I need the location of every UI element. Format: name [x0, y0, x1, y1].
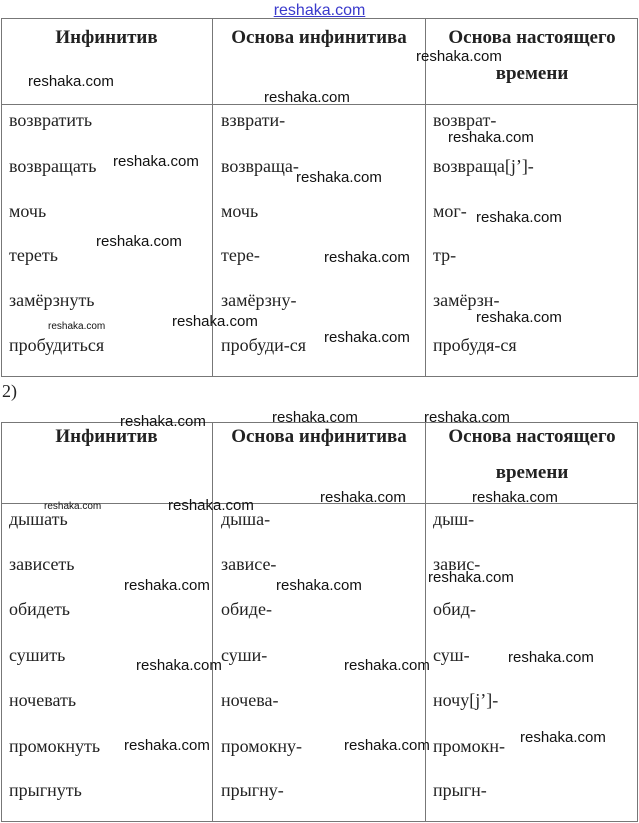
cell-infinitive-stem: суши- — [221, 645, 268, 665]
table-2 — [0, 422, 639, 822]
watermark: reshaka.com — [476, 309, 562, 326]
watermark: reshaka.com — [344, 737, 430, 754]
watermark: reshaka.com — [136, 657, 222, 674]
cell-infinitive: сушить — [9, 645, 66, 665]
cell-present-stem: возврат- — [433, 110, 497, 130]
watermark: reshaka.com — [448, 129, 534, 146]
cell-present-stem: промокн- — [433, 736, 506, 756]
watermark: reshaka.com — [520, 729, 606, 746]
cell-present-stem: тр- — [433, 245, 457, 265]
watermark: reshaka.com — [172, 313, 258, 330]
header-present-stem-line2: времени — [495, 63, 569, 84]
watermark: reshaka.com — [424, 409, 510, 426]
cell-infinitive: дышать — [9, 509, 68, 529]
section-2-label: 2) — [2, 381, 17, 401]
header-infinitive: Инфинитив — [55, 426, 158, 447]
cell-infinitive: возвратить — [9, 110, 93, 130]
cell-present-stem: замёрзн- — [433, 290, 500, 310]
cell-infinitive-stem: возвраща- — [221, 156, 299, 176]
cell-infinitive-stem: ночева- — [221, 690, 279, 710]
cell-infinitive-stem: пробуди-ся — [221, 335, 307, 355]
cell-infinitive: ночевать — [9, 690, 77, 710]
cell-infinitive: прыгнуть — [9, 780, 82, 800]
header-present-stem-line1: Основа настоящего — [448, 27, 616, 48]
header-present-stem-line2: времени — [495, 462, 569, 483]
watermark: reshaka.com — [264, 89, 350, 106]
cell-present-stem: ночу[j’]- — [433, 690, 499, 710]
watermark: reshaka.com — [344, 657, 430, 674]
cell-infinitive: пробудиться — [9, 335, 105, 355]
watermark: reshaka.com — [324, 249, 410, 266]
cell-infinitive: замёрзнуть — [9, 290, 95, 310]
watermark: reshaka.com — [508, 649, 594, 666]
cell-present-stem: пробудя-ся — [433, 335, 517, 355]
header-infinitive: Инфинитив — [55, 27, 158, 48]
watermark: reshaka.com — [472, 489, 558, 506]
cell-present-stem: дыш- — [433, 509, 475, 529]
cell-infinitive-stem: дыша- — [221, 509, 271, 529]
cell-present-stem: возвраща[j’]- — [433, 156, 534, 176]
watermark: reshaka.com — [124, 737, 210, 754]
header-present-stem-line1: Основа настоящего — [448, 426, 616, 447]
cell-infinitive: промокнуть — [9, 736, 101, 756]
watermark: reshaka.com — [44, 501, 102, 512]
watermark: reshaka.com — [120, 413, 206, 430]
watermark: reshaka.com — [324, 329, 410, 346]
header-infinitive-stem: Основа инфинитива — [231, 27, 407, 48]
cell-infinitive-stem: замёрзну- — [221, 290, 297, 310]
cell-infinitive-stem: тере- — [221, 245, 260, 265]
watermark: reshaka.com — [168, 497, 254, 514]
watermark: reshaka.com — [113, 153, 199, 170]
watermark: reshaka.com — [320, 489, 406, 506]
cell-infinitive: тереть — [9, 245, 58, 265]
watermark: reshaka.com — [276, 577, 362, 594]
cell-infinitive-stem: промокну- — [221, 736, 303, 756]
cell-present-stem: мог- — [433, 201, 467, 221]
cell-infinitive-stem: зависе- — [221, 554, 277, 574]
watermark: reshaka.com — [96, 233, 182, 250]
cell-infinitive: зависеть — [9, 554, 75, 574]
cell-infinitive: мочь — [9, 201, 47, 221]
site-logo-link[interactable]: reshaka.com — [273, 2, 366, 19]
cell-present-stem: завис- — [433, 554, 481, 574]
watermark: reshaka.com — [124, 577, 210, 594]
watermark: reshaka.com — [28, 73, 114, 90]
watermark: reshaka.com — [476, 209, 562, 226]
cell-infinitive-stem: взврати- — [221, 110, 286, 130]
cell-present-stem: обид- — [433, 599, 476, 619]
cell-infinitive: возвращать — [9, 156, 97, 176]
header-infinitive-stem: Основа инфинитива — [231, 426, 407, 447]
watermark: reshaka.com — [416, 48, 502, 65]
cell-infinitive: обидеть — [9, 599, 71, 619]
cell-infinitive-stem: обиде- — [221, 599, 272, 619]
column-divider — [212, 422, 213, 822]
cell-present-stem: суш- — [433, 645, 470, 665]
cell-present-stem: прыгн- — [433, 780, 487, 800]
cell-infinitive-stem: мочь — [221, 201, 259, 221]
watermark: reshaka.com — [296, 169, 382, 186]
watermark: reshaka.com — [48, 321, 106, 332]
cell-infinitive-stem: прыгну- — [221, 780, 284, 800]
watermark: reshaka.com — [272, 409, 358, 426]
watermark: reshaka.com — [428, 569, 514, 586]
